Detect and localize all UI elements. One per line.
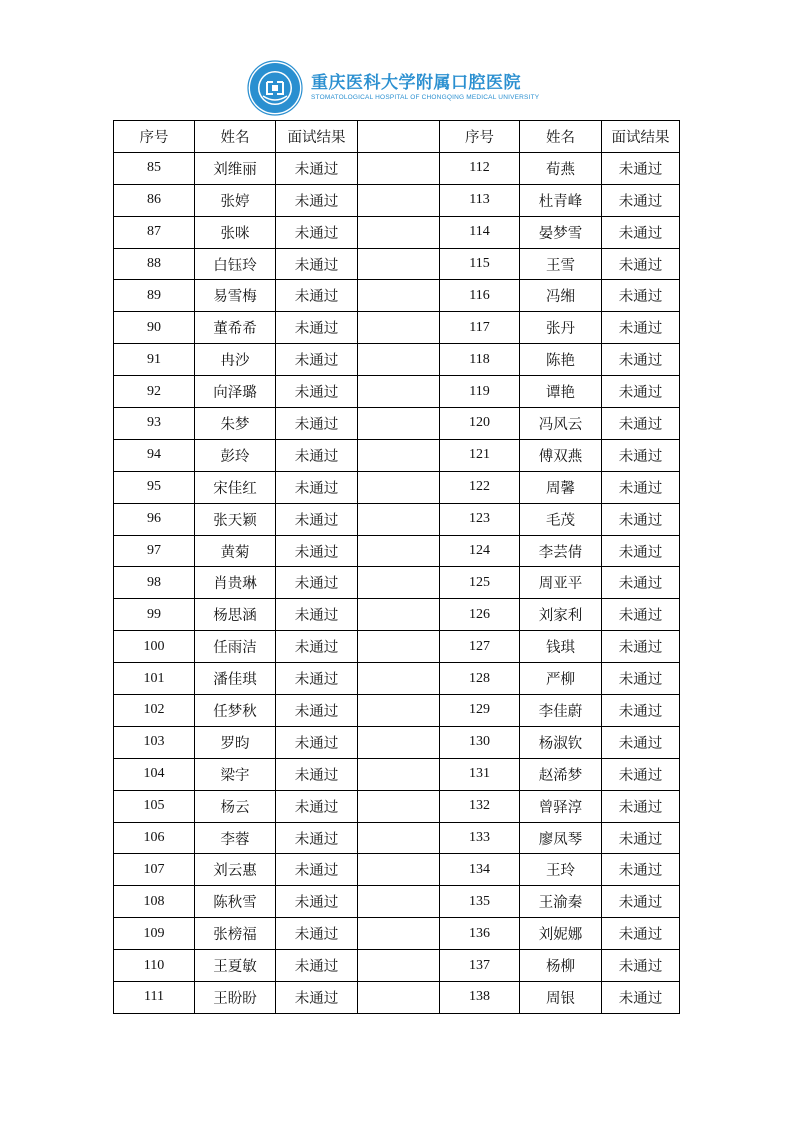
cell-result-right: 未通过 — [602, 695, 680, 727]
cell-name-left: 肖贵琳 — [195, 567, 276, 599]
cell-name-right: 傅双燕 — [520, 439, 602, 471]
cell-index-left: 101 — [114, 663, 195, 695]
cell-name-left: 杨云 — [195, 790, 276, 822]
cell-index-right: 114 — [440, 216, 520, 248]
header-index-left: 序号 — [114, 121, 195, 153]
cell-index-left: 105 — [114, 790, 195, 822]
cell-index-left: 91 — [114, 344, 195, 376]
cell-spacer — [358, 408, 440, 440]
cell-name-right: 冯风云 — [520, 408, 602, 440]
table-row — [114, 535, 680, 567]
cell-index-left: 96 — [114, 503, 195, 535]
cell-index-right: 113 — [440, 184, 520, 216]
cell-result-left: 未通过 — [276, 312, 358, 344]
cell-result-left: 未通过 — [276, 631, 358, 663]
cell-name-left: 王夏敏 — [195, 950, 276, 982]
cell-result-left: 未通过 — [276, 982, 358, 1014]
cell-result-right: 未通过 — [602, 408, 680, 440]
cell-index-right: 127 — [440, 631, 520, 663]
cell-spacer — [358, 535, 440, 567]
cell-index-right: 121 — [440, 439, 520, 471]
table-row — [114, 184, 680, 216]
table-row — [114, 280, 680, 312]
cell-name-left: 易雪梅 — [195, 280, 276, 312]
table-body — [114, 152, 680, 1013]
table-row — [114, 950, 680, 982]
cell-spacer — [358, 471, 440, 503]
cell-index-left: 86 — [114, 184, 195, 216]
cell-index-left: 92 — [114, 376, 195, 408]
cell-result-right: 未通过 — [602, 312, 680, 344]
cell-name-left: 董希希 — [195, 312, 276, 344]
cell-name-left: 张婷 — [195, 184, 276, 216]
cell-name-right: 杨淑钦 — [520, 726, 602, 758]
cell-result-left: 未通过 — [276, 567, 358, 599]
cell-index-left: 89 — [114, 280, 195, 312]
cell-index-left: 109 — [114, 918, 195, 950]
cell-name-left: 刘维丽 — [195, 152, 276, 184]
cell-name-right: 李芸倩 — [520, 535, 602, 567]
table-row — [114, 503, 680, 535]
table-row — [114, 408, 680, 440]
cell-index-right: 119 — [440, 376, 520, 408]
cell-result-right: 未通过 — [602, 599, 680, 631]
cell-index-right: 122 — [440, 471, 520, 503]
cell-name-right: 钱琪 — [520, 631, 602, 663]
cell-spacer — [358, 663, 440, 695]
cell-name-left: 向泽璐 — [195, 376, 276, 408]
cell-name-right: 刘妮娜 — [520, 918, 602, 950]
cell-spacer — [358, 280, 440, 312]
header-name-right: 姓名 — [520, 121, 602, 153]
header-title-block — [311, 73, 539, 103]
cell-index-left: 100 — [114, 631, 195, 663]
cell-name-right: 王渝秦 — [520, 886, 602, 918]
cell-index-left: 88 — [114, 248, 195, 280]
table-row — [114, 854, 680, 886]
header-result-right: 面试结果 — [602, 121, 680, 153]
cell-result-right: 未通过 — [602, 663, 680, 695]
cell-index-right: 117 — [440, 312, 520, 344]
cell-name-left: 白钰玲 — [195, 248, 276, 280]
cell-name-right: 周银 — [520, 982, 602, 1014]
cell-index-left: 93 — [114, 408, 195, 440]
cell-name-left: 张榜福 — [195, 918, 276, 950]
table-row — [114, 344, 680, 376]
cell-result-right: 未通过 — [602, 886, 680, 918]
cell-result-left: 未通过 — [276, 758, 358, 790]
cell-spacer — [358, 439, 440, 471]
cell-result-left: 未通过 — [276, 918, 358, 950]
table-row — [114, 599, 680, 631]
cell-spacer — [358, 567, 440, 599]
cell-result-left: 未通过 — [276, 822, 358, 854]
cell-index-right: 135 — [440, 886, 520, 918]
cell-result-left: 未通过 — [276, 854, 358, 886]
cell-result-right: 未通过 — [602, 344, 680, 376]
cell-index-left: 85 — [114, 152, 195, 184]
header-name-left: 姓名 — [195, 121, 276, 153]
cell-result-right: 未通过 — [602, 152, 680, 184]
cell-result-left: 未通过 — [276, 376, 358, 408]
cell-name-left: 彭玲 — [195, 439, 276, 471]
cell-result-left: 未通过 — [276, 535, 358, 567]
header-index-right: 序号 — [440, 121, 520, 153]
cell-result-right: 未通过 — [602, 918, 680, 950]
cell-spacer — [358, 344, 440, 376]
cell-index-left: 99 — [114, 599, 195, 631]
cell-name-right: 毛茂 — [520, 503, 602, 535]
cell-name-left: 任雨洁 — [195, 631, 276, 663]
cell-result-left: 未通过 — [276, 152, 358, 184]
cell-result-left: 未通过 — [276, 408, 358, 440]
table-row — [114, 631, 680, 663]
cell-name-right: 周馨 — [520, 471, 602, 503]
cell-name-left: 梁宇 — [195, 758, 276, 790]
interview-results-table — [113, 120, 680, 1014]
cell-result-left: 未通过 — [276, 439, 358, 471]
cell-name-left: 张天颖 — [195, 503, 276, 535]
table-row — [114, 312, 680, 344]
cell-index-right: 132 — [440, 790, 520, 822]
cell-spacer — [358, 152, 440, 184]
cell-result-right: 未通过 — [602, 184, 680, 216]
cell-spacer — [358, 248, 440, 280]
table-row — [114, 886, 680, 918]
cell-result-right: 未通过 — [602, 567, 680, 599]
table-row — [114, 152, 680, 184]
cell-index-right: 128 — [440, 663, 520, 695]
cell-result-left: 未通过 — [276, 184, 358, 216]
cell-result-left: 未通过 — [276, 695, 358, 727]
cell-result-right: 未通过 — [602, 726, 680, 758]
cell-index-left: 90 — [114, 312, 195, 344]
cell-name-right: 严柳 — [520, 663, 602, 695]
cell-result-left: 未通过 — [276, 280, 358, 312]
header-result-left: 面试结果 — [276, 121, 358, 153]
cell-name-right: 刘家利 — [520, 599, 602, 631]
cell-name-left: 张咪 — [195, 216, 276, 248]
cell-result-right: 未通过 — [602, 280, 680, 312]
cell-name-right: 赵浠梦 — [520, 758, 602, 790]
cell-spacer — [358, 758, 440, 790]
cell-result-right: 未通过 — [602, 503, 680, 535]
cell-result-right: 未通过 — [602, 950, 680, 982]
table-row — [114, 918, 680, 950]
cell-name-right: 周亚平 — [520, 567, 602, 599]
cell-name-right: 陈艳 — [520, 344, 602, 376]
cell-name-right: 曾驿淳 — [520, 790, 602, 822]
cell-index-left: 110 — [114, 950, 195, 982]
cell-spacer — [358, 854, 440, 886]
cell-name-left: 任梦秋 — [195, 695, 276, 727]
cell-spacer — [358, 599, 440, 631]
cell-index-left: 102 — [114, 695, 195, 727]
cell-result-left: 未通过 — [276, 471, 358, 503]
cell-index-left: 108 — [114, 886, 195, 918]
hospital-name-cn: 重庆医科大学附属口腔医院 — [311, 73, 521, 93]
table-row — [114, 471, 680, 503]
table-row — [114, 758, 680, 790]
hospital-logo-icon — [247, 60, 303, 116]
cell-spacer — [358, 886, 440, 918]
cell-index-right: 130 — [440, 726, 520, 758]
cell-name-right: 杨柳 — [520, 950, 602, 982]
cell-index-left: 104 — [114, 758, 195, 790]
cell-index-right: 138 — [440, 982, 520, 1014]
cell-index-left: 87 — [114, 216, 195, 248]
cell-index-left: 111 — [114, 982, 195, 1014]
cell-index-right: 133 — [440, 822, 520, 854]
cell-name-left: 杨思涵 — [195, 599, 276, 631]
cell-result-right: 未通过 — [602, 471, 680, 503]
table-row — [114, 726, 680, 758]
cell-index-right: 137 — [440, 950, 520, 982]
cell-name-right: 李佳蔚 — [520, 695, 602, 727]
cell-result-left: 未通过 — [276, 886, 358, 918]
cell-index-left: 94 — [114, 439, 195, 471]
cell-index-left: 97 — [114, 535, 195, 567]
page-header — [247, 60, 567, 116]
header-spacer — [358, 121, 440, 153]
cell-name-left: 刘云惠 — [195, 854, 276, 886]
cell-index-right: 131 — [440, 758, 520, 790]
cell-index-right: 134 — [440, 854, 520, 886]
cell-spacer — [358, 503, 440, 535]
cell-spacer — [358, 950, 440, 982]
cell-result-right: 未通过 — [602, 216, 680, 248]
cell-spacer — [358, 918, 440, 950]
cell-index-left: 95 — [114, 471, 195, 503]
cell-result-right: 未通过 — [602, 376, 680, 408]
cell-result-left: 未通过 — [276, 503, 358, 535]
cell-result-left: 未通过 — [276, 663, 358, 695]
cell-spacer — [358, 790, 440, 822]
cell-index-left: 106 — [114, 822, 195, 854]
cell-name-left: 罗昀 — [195, 726, 276, 758]
table-row — [114, 695, 680, 727]
cell-index-right: 116 — [440, 280, 520, 312]
cell-spacer — [358, 184, 440, 216]
cell-index-right: 126 — [440, 599, 520, 631]
cell-name-right: 杜青峰 — [520, 184, 602, 216]
cell-index-left: 98 — [114, 567, 195, 599]
cell-spacer — [358, 631, 440, 663]
cell-name-left: 冉沙 — [195, 344, 276, 376]
cell-index-right: 120 — [440, 408, 520, 440]
cell-result-right: 未通过 — [602, 439, 680, 471]
table-row — [114, 982, 680, 1014]
table-row — [114, 790, 680, 822]
cell-name-right: 王雪 — [520, 248, 602, 280]
cell-result-left: 未通过 — [276, 216, 358, 248]
table-row — [114, 216, 680, 248]
cell-index-right: 129 — [440, 695, 520, 727]
hospital-name-en: STOMATOLOGICAL HOSPITAL OF CHONGQING MEDICAL UNIVERSITY — [311, 94, 540, 101]
cell-index-right: 125 — [440, 567, 520, 599]
cell-result-right: 未通过 — [602, 982, 680, 1014]
cell-result-left: 未通过 — [276, 950, 358, 982]
cell-result-right: 未通过 — [602, 822, 680, 854]
table-row — [114, 248, 680, 280]
cell-index-right: 118 — [440, 344, 520, 376]
cell-name-left: 王盼盼 — [195, 982, 276, 1014]
cell-name-left: 陈秋雪 — [195, 886, 276, 918]
table-header-row — [114, 121, 680, 153]
table-row — [114, 376, 680, 408]
cell-name-right: 廖凤琴 — [520, 822, 602, 854]
cell-name-left: 潘佳琪 — [195, 663, 276, 695]
table-row — [114, 439, 680, 471]
cell-name-right: 晏梦雪 — [520, 216, 602, 248]
table-row — [114, 567, 680, 599]
cell-name-right: 张丹 — [520, 312, 602, 344]
cell-name-right: 谭艳 — [520, 376, 602, 408]
cell-spacer — [358, 726, 440, 758]
cell-index-right: 124 — [440, 535, 520, 567]
cell-name-right: 王玲 — [520, 854, 602, 886]
cell-result-left: 未通过 — [276, 344, 358, 376]
cell-index-right: 112 — [440, 152, 520, 184]
cell-index-right: 136 — [440, 918, 520, 950]
cell-result-right: 未通过 — [602, 248, 680, 280]
cell-index-right: 115 — [440, 248, 520, 280]
cell-spacer — [358, 216, 440, 248]
cell-index-left: 107 — [114, 854, 195, 886]
cell-result-left: 未通过 — [276, 248, 358, 280]
cell-index-right: 123 — [440, 503, 520, 535]
cell-name-left: 宋佳红 — [195, 471, 276, 503]
cell-spacer — [358, 312, 440, 344]
cell-spacer — [358, 822, 440, 854]
cell-result-right: 未通过 — [602, 535, 680, 567]
cell-name-right: 冯缃 — [520, 280, 602, 312]
table-row — [114, 822, 680, 854]
table-row — [114, 663, 680, 695]
cell-result-left: 未通过 — [276, 726, 358, 758]
cell-result-left: 未通过 — [276, 599, 358, 631]
cell-result-left: 未通过 — [276, 790, 358, 822]
cell-result-right: 未通过 — [602, 854, 680, 886]
cell-spacer — [358, 982, 440, 1014]
cell-result-right: 未通过 — [602, 790, 680, 822]
cell-result-right: 未通过 — [602, 758, 680, 790]
cell-name-right: 荀燕 — [520, 152, 602, 184]
cell-name-left: 黄菊 — [195, 535, 276, 567]
cell-spacer — [358, 376, 440, 408]
cell-name-left: 朱梦 — [195, 408, 276, 440]
cell-index-left: 103 — [114, 726, 195, 758]
cell-spacer — [358, 695, 440, 727]
cell-result-right: 未通过 — [602, 631, 680, 663]
cell-name-left: 李蓉 — [195, 822, 276, 854]
